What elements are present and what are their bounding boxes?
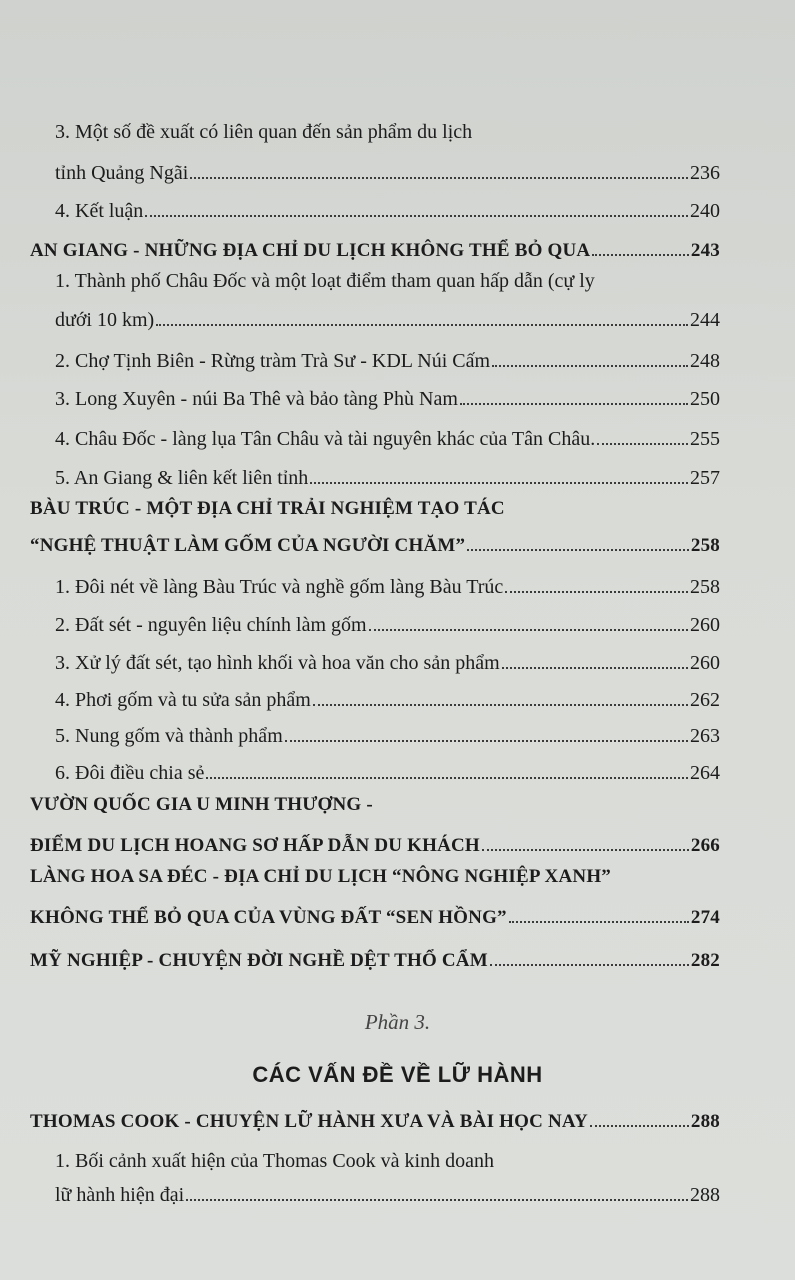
toc-entry-text: 2. Đất sét - nguyên liệu chính làm gốm (55, 614, 367, 636)
page-number: 264 (690, 762, 720, 784)
toc-entry-text: 2. Chợ Tịnh Biên - Rừng tràm Trà Sư - KDL Núi Cấm (55, 350, 491, 372)
page-number: 260 (690, 614, 720, 636)
toc-entry-text: 1. Bối cảnh xuất hiện của Thomas Cook và kinh doanh (55, 1150, 494, 1172)
toc-entry (55, 672, 720, 712)
toc-entry-text: 5. Nung gốm và thành phẩm (55, 725, 283, 747)
toc-entry-text: 3. Long Xuyên - núi Ba Thê và bảo tàng Phù Nam (55, 388, 458, 410)
dot-leader (206, 776, 688, 779)
toc-entry-text: 3. Xử lý đất sét, tạo hình khối và hoa văn cho sản phẩm (55, 652, 500, 674)
toc-heading (30, 517, 720, 557)
toc-entry-text: lữ hành hiện đại (55, 1184, 185, 1206)
dot-leader (505, 590, 688, 593)
dot-leader (310, 481, 688, 484)
toc-entry-text: 4. Phơi gốm và tu sửa sản phẩm (55, 689, 311, 711)
toc-heading-text: VƯỜN QUỐC GIA U MINH THƯỢNG - (30, 794, 373, 815)
toc-entry (55, 183, 720, 223)
toc-entry (55, 559, 720, 599)
toc-entry (55, 635, 720, 675)
dot-leader (509, 920, 689, 923)
page-number: 274 (690, 907, 720, 928)
dot-leader (186, 1198, 688, 1201)
toc-entry (55, 450, 720, 490)
page-number: 236 (690, 162, 720, 184)
dot-leader (597, 442, 688, 445)
page-number: 248 (690, 350, 720, 372)
dot-leader (190, 176, 688, 179)
page-number: 257 (690, 467, 720, 489)
toc-heading-text: BÀU TRÚC - MỘT ĐỊA CHỈ TRẢI NGHIỆM TẠO TÁC (30, 498, 505, 519)
page-number: 240 (690, 200, 720, 222)
dot-leader (482, 848, 689, 851)
dot-leader (369, 628, 688, 631)
dot-leader (502, 666, 688, 669)
part-label: Phần 3. (364, 1010, 431, 1034)
page-number: 262 (690, 689, 720, 711)
part-title: CÁC VẤN ĐỀ VỀ LỮ HÀNH (252, 1062, 543, 1087)
toc-entry (55, 708, 720, 748)
page-number: 258 (690, 535, 720, 556)
toc-entry-text: 5. An Giang & liên kết liên tỉnh (55, 467, 309, 489)
toc-heading (30, 1093, 720, 1133)
toc-entry-text: 6. Đôi điều chia sẻ (55, 762, 205, 784)
toc-heading (30, 222, 720, 262)
page-number: 282 (690, 950, 720, 971)
toc-entry (55, 745, 720, 785)
toc-heading-text: MỸ NGHIỆP - CHUYỆN ĐỜI NGHỀ DỆT THỔ CẨM (30, 950, 488, 971)
dot-leader (460, 402, 688, 405)
toc-heading-text: LÀNG HOA SA ĐÉC - ĐỊA CHỈ DU LỊCH “NÔNG NGHIỆP XANH” (30, 866, 611, 887)
toc-heading (30, 889, 720, 929)
toc-entry (55, 411, 720, 451)
toc-entry-text: dưới 10 km) (55, 309, 155, 331)
page-number: 263 (690, 725, 720, 747)
page-number: 244 (690, 309, 720, 331)
dot-leader (490, 963, 689, 966)
dot-leader (592, 253, 689, 256)
toc-heading-text: KHÔNG THỂ BỎ QUA CỦA VÙNG ĐẤT “SEN HỒNG” (30, 907, 507, 928)
dot-leader (492, 364, 688, 367)
toc-entry-text: 4. Kết luận (55, 200, 144, 222)
page-number: 258 (690, 576, 720, 598)
page-number: 266 (690, 835, 720, 856)
toc-entry-text: 4. Châu Đốc - làng lụa Tân Châu và tài nguyên khác của Tân Châu. (55, 428, 596, 450)
toc-entry (55, 597, 720, 637)
toc-entry (55, 1167, 720, 1207)
page-number: 288 (690, 1184, 720, 1206)
dot-leader (313, 703, 688, 706)
toc-entry (55, 145, 720, 185)
toc-heading-text: THOMAS COOK - CHUYỆN LỮ HÀNH XƯA VÀ BÀI HỌC NAY (30, 1111, 588, 1132)
toc-heading-text: AN GIANG - NHỮNG ĐỊA CHỈ DU LỊCH KHÔNG THỂ BỎ QUA (30, 240, 591, 261)
dot-leader (590, 1124, 689, 1127)
page-number: 260 (690, 652, 720, 674)
toc-entry-text: tỉnh Quảng Ngãi (55, 162, 189, 184)
toc-heading (30, 817, 720, 857)
toc-entry (55, 292, 720, 332)
dot-leader (467, 548, 689, 551)
toc-entry-text: 3. Một số đề xuất có liên quan đến sản phẩm du lịch (55, 121, 473, 143)
toc-heading-text: ĐIỂM DU LỊCH HOANG SƠ HẤP DẪN DU KHÁCH (30, 835, 480, 856)
toc-entry (55, 333, 720, 373)
toc-heading (30, 932, 720, 972)
page-number: 243 (690, 240, 720, 261)
toc-entry-text: 1. Thành phố Châu Đốc và một loạt điểm tham quan hấp dẫn (cự ly (55, 270, 595, 292)
toc-entry (55, 371, 720, 411)
dot-leader (145, 214, 688, 217)
page-number: 255 (690, 428, 720, 450)
dot-leader (285, 739, 688, 742)
page-number: 250 (690, 388, 720, 410)
toc-entry-text: 1. Đôi nét về làng Bàu Trúc và nghề gốm làng Bàu Trúc (55, 576, 504, 598)
dot-leader (156, 323, 688, 326)
toc-heading-text: “NGHỆ THUẬT LÀM GỐM CỦA NGƯỜI CHĂM” (30, 535, 466, 556)
page-number: 288 (690, 1111, 720, 1132)
